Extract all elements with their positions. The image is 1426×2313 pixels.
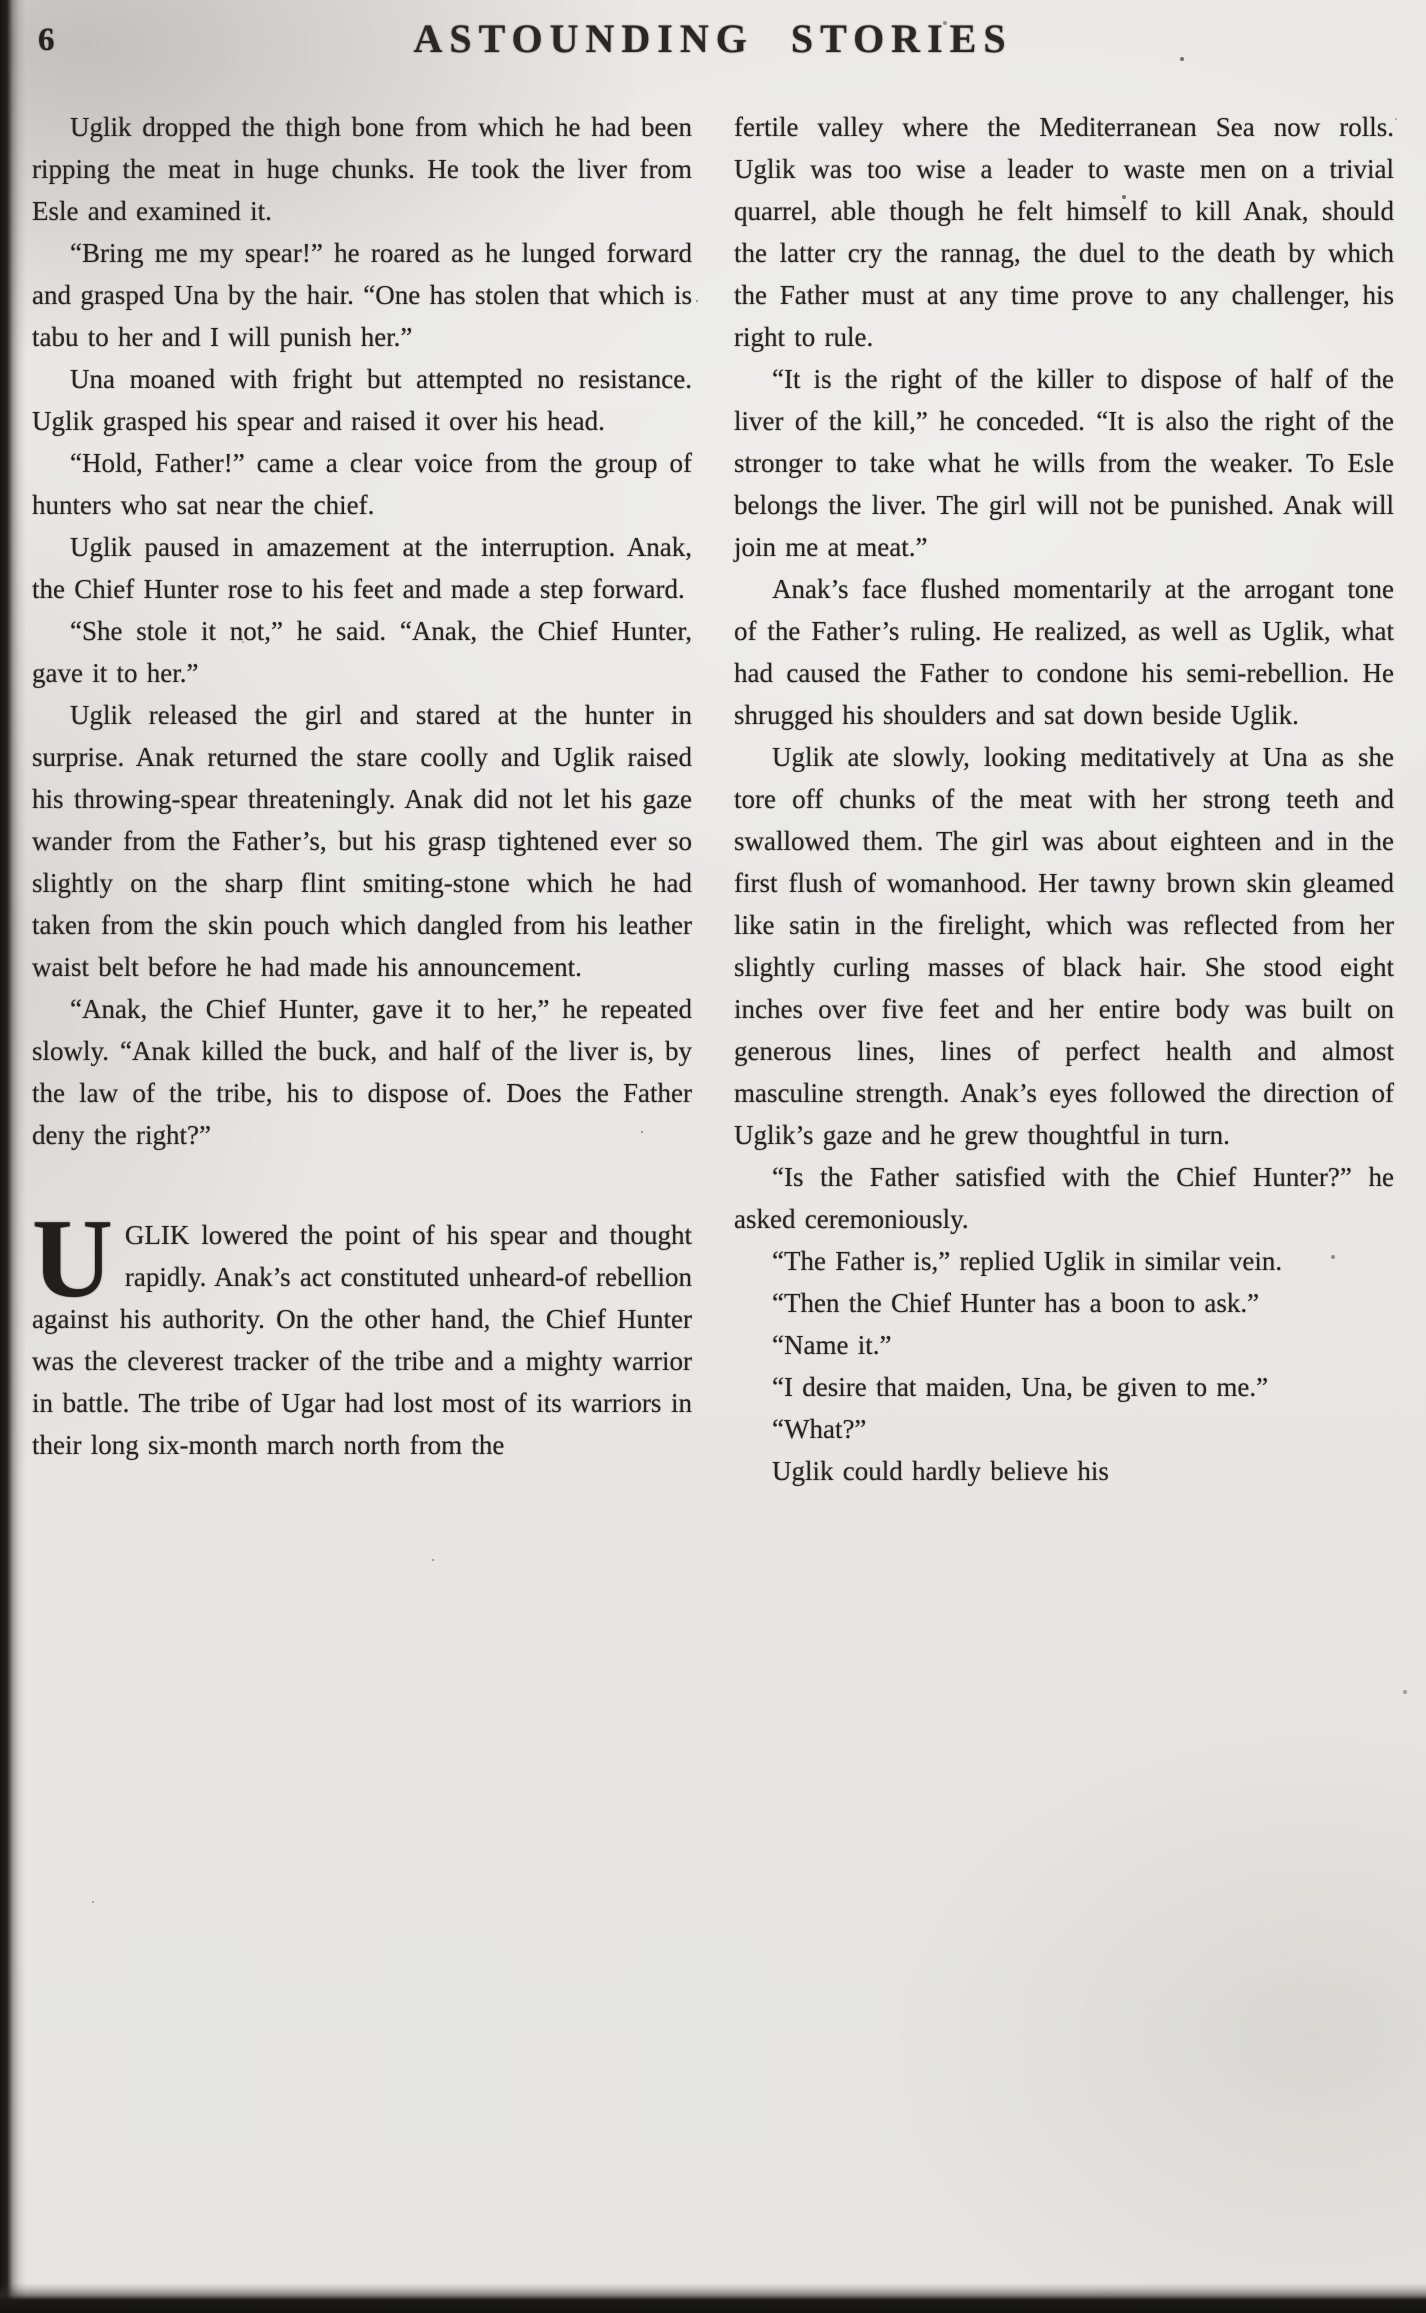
- paragraph: “Hold, Father!” came a clear voice from the group of hunters who sat near the chief.: [32, 448, 692, 520]
- paragraph: Uglik released the girl and stared at the hunter in surprise. Anak returned the stare coolly and Uglik raised his throwing-spear threateningly. Anak did not let his gaze wander from the Father’s, but his grasp tightened ever so slightly on the sharp flint smiting-stone which he had taken from the skin pouch which dangled from his leather waist belt before he had made his announcement.: [32, 700, 692, 982]
- drop-cap: U: [32, 1197, 113, 1321]
- paragraph: “I desire that maiden, Una, be given to me.”: [772, 1372, 1269, 1402]
- scan-edge-left: [0, 0, 26, 2313]
- paragraph: “It is the right of the killer to dispose of half of the liver of the kill,” he conceded. “It is also the right of the stronger to take what he wills from the weaker. To Esle belongs the liver. The girl will not be punished. Anak will join me at meat.”: [734, 364, 1394, 562]
- right-column: [734, 106, 1394, 1492]
- paragraph: “The Father is,” replied Uglik in similar vein.: [772, 1246, 1283, 1276]
- paragraph: “Is the Father satisfied with the Chief Hunter?” he asked ceremoniously.: [734, 1162, 1394, 1234]
- paragraph: “Name it.”: [772, 1330, 892, 1360]
- page-header: [0, 16, 1426, 86]
- paragraph: Uglik paused in amazement at the interruption. Anak, the Chief Hunter rose to his feet and made a step forward.: [32, 532, 692, 604]
- paragraph: “What?”: [772, 1414, 867, 1444]
- paragraph: fertile valley where the Mediterranean Sea now rolls. Uglik was too wise a leader to waste men on a trivial quarrel, able though he felt himself to kill Anak, should the latter cry the rannag, the duel to the death by which the Father must at any time prove to any challenger, his right to rule.: [734, 112, 1394, 352]
- running-title: ASTOUNDING STORIES: [413, 16, 1013, 61]
- paragraph: “Then the Chief Hunter has a boon to ask.”: [772, 1288, 1260, 1318]
- scan-edge-bottom: [0, 2283, 1426, 2313]
- paragraph: “Anak, the Chief Hunter, gave it to her,” he repeated slowly. “Anak killed the buck, and half of the liver is, by the law of the tribe, his to dispose of. Does the Father deny the right?”: [32, 994, 692, 1150]
- left-column: [32, 106, 692, 1492]
- paragraph: “She stole it not,” he said. “Anak, the Chief Hunter, gave it to her.”: [32, 616, 692, 688]
- paragraph: Uglik ate slowly, looking meditatively at Una as she tore off chunks of the meat with her strong teeth and swallowed them. The girl was about eighteen and in the first flush of womanhood. Her tawny brown skin gleamed like satin in the firelight, which was reflected from her slightly curling masses of black hair. She stood eight inches over five feet and her entire body was built on generous lines, lines of perfect health and almost masculine strength. Anak’s eyes followed the direction of Uglik’s gaze and he grew thoughtful in turn.: [734, 742, 1394, 1150]
- paragraph: Uglik could hardly believe his: [772, 1456, 1109, 1486]
- paragraph: Una moaned with fright but attempted no resistance. Uglik grasped his spear and raised it over his head.: [32, 364, 692, 436]
- paragraph: UGLIK lowered the point of his spear and thought rapidly. Anak’s act constituted unheard-of rebellion against his authority. On the other hand, the Chief Hunter was the cleverest tracker of the tribe and a mighty warrior in battle. The tribe of Ugar had lost most of its warriors in their long six-month march north from the: [32, 1197, 692, 1460]
- lead-caps: GLIK: [124, 1220, 190, 1250]
- paragraph: “Bring me my spear!” he roared as he lunged forward and grasped Una by the hair. “One has stolen that which is tabu to her and I will punish her.”: [32, 238, 692, 352]
- paragraph: Anak’s face flushed momentarily at the arrogant tone of the Father’s ruling. He realized, as well as Uglik, what had caused the Father to condone his semi-rebellion. He shrugged his shoulders and sat down beside Uglik.: [734, 574, 1394, 730]
- two-column-text: [32, 106, 1394, 1492]
- paragraph: Uglik dropped the thigh bone from which he had been ripping the meat in huge chunks. He took the liver from Esle and examined it.: [32, 112, 692, 226]
- page-number: 6: [38, 22, 55, 58]
